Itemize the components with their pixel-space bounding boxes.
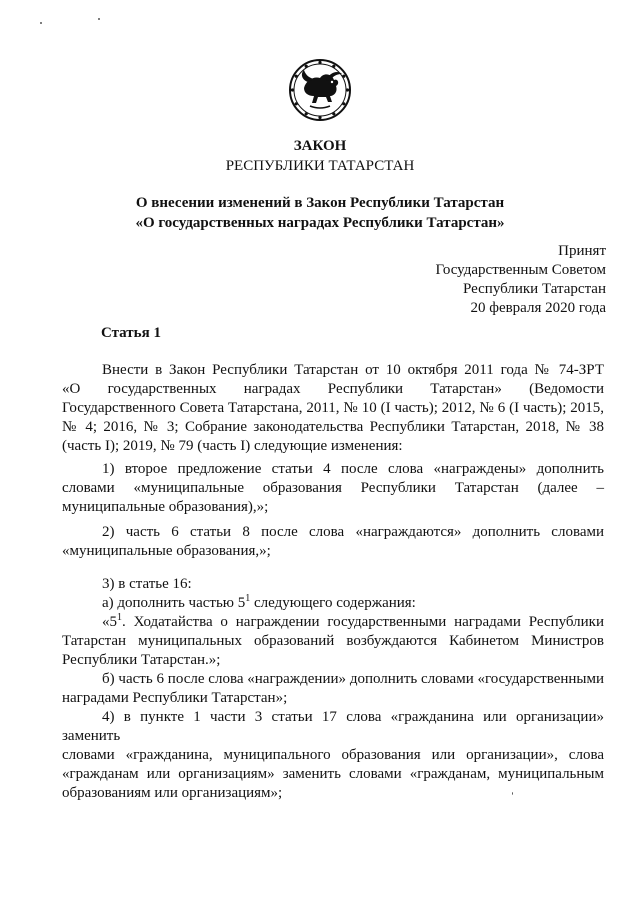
- text-line: образованиям или организациям»;: [62, 785, 283, 801]
- adoption-line-3: Республики Татарстан: [462, 281, 606, 297]
- adoption-line-1: Принят: [558, 243, 606, 259]
- text-line: «гражданам или организациям» заменить словами «гражданам, муниципальным: [62, 766, 604, 782]
- subject-line-2: «О государственных наградах Республики Татарстан»: [135, 215, 505, 231]
- text-line: № 4; 2016, № 3; Собрание законодательства Республики Татарстан, 2018, № 38: [62, 419, 604, 435]
- law-republic: РЕСПУБЛИКИ ТАТАРСТАН: [225, 158, 415, 174]
- quote-first-line: [62, 613, 604, 632]
- article-title: Статья 1: [101, 325, 161, 341]
- text-line: Республики Татарстан.»;: [62, 652, 221, 668]
- text-line: словами «муниципальные образования Республики Татарстан (далее –: [62, 480, 604, 496]
- amendment-item-1: [62, 460, 604, 517]
- law-title-block: [0, 136, 640, 176]
- law-subject: [0, 193, 640, 233]
- text-fragment: . Ходатайства о награждении государственными наградами Республики: [122, 614, 604, 630]
- text-line: Государственного Совета Татарстана, 2011, № 10 (I часть); 2012, № 6 (I часть); 2015,: [62, 400, 604, 416]
- text-line: словами «гражданина, муниципального образования или организации», слова: [62, 747, 604, 763]
- amendment-item-2: [62, 523, 604, 561]
- text-line: «муниципальные образования,»;: [62, 543, 271, 559]
- text-line: 1) второе предложение статьи 4 после слова «награждены» дополнить: [102, 461, 604, 477]
- subject-line-1: О внесении изменений в Закон Республики Татарстан: [135, 195, 505, 211]
- text-fragment: «5: [102, 614, 117, 630]
- law-title: ЗАКОН: [293, 138, 347, 154]
- adoption-line-2: Государственным Советом: [435, 262, 606, 278]
- amendment-item-3: [62, 575, 604, 708]
- text-line: (часть I); 2019, № 79 (часть I) следующие изменения:: [62, 438, 403, 454]
- article-intro-paragraph: [62, 361, 604, 456]
- text-line: б) часть 6 после слова «награждении» дополнить словами «государственными: [102, 671, 604, 687]
- text-line: Татарстан муниципальных образований возбуждаются Кабинетом Министров: [62, 633, 604, 649]
- coat-of-arms-emblem: [288, 58, 352, 122]
- text-line: 2) часть 6 статьи 8 после слова «награждаются» дополнить словами: [102, 524, 604, 540]
- text-line: «О государственных наградах Республики Татарстан» (Ведомости: [62, 381, 604, 397]
- scan-speck: [40, 22, 42, 24]
- scan-speck: [512, 792, 513, 795]
- amendment-item-4: [62, 708, 604, 803]
- text-line: наградами Республики Татарстан»;: [62, 690, 288, 706]
- text-line: Внести в Закон Республики Татарстан от 10 октября 2011 года № 74-ЗРТ: [102, 362, 604, 378]
- text-line: 4) в пункте 1 части 3 статьи 17 слова «гражданина или организации» заменить: [62, 709, 604, 744]
- text-line: 3) в статье 16:: [102, 576, 192, 592]
- superscript: 1: [117, 612, 122, 623]
- text-fragment: следующего содержания:: [250, 595, 416, 611]
- sub-item-a: [62, 594, 604, 613]
- adoption-block: [436, 242, 607, 318]
- tatarstan-emblem-icon: [288, 58, 352, 122]
- scan-speck: [98, 18, 100, 20]
- text-line: муниципальные образования),»;: [62, 499, 269, 515]
- text-fragment: а) дополнить частью 5: [102, 595, 246, 611]
- adoption-date: 20 февраля 2020 года: [470, 300, 606, 316]
- superscript: 1: [245, 593, 251, 604]
